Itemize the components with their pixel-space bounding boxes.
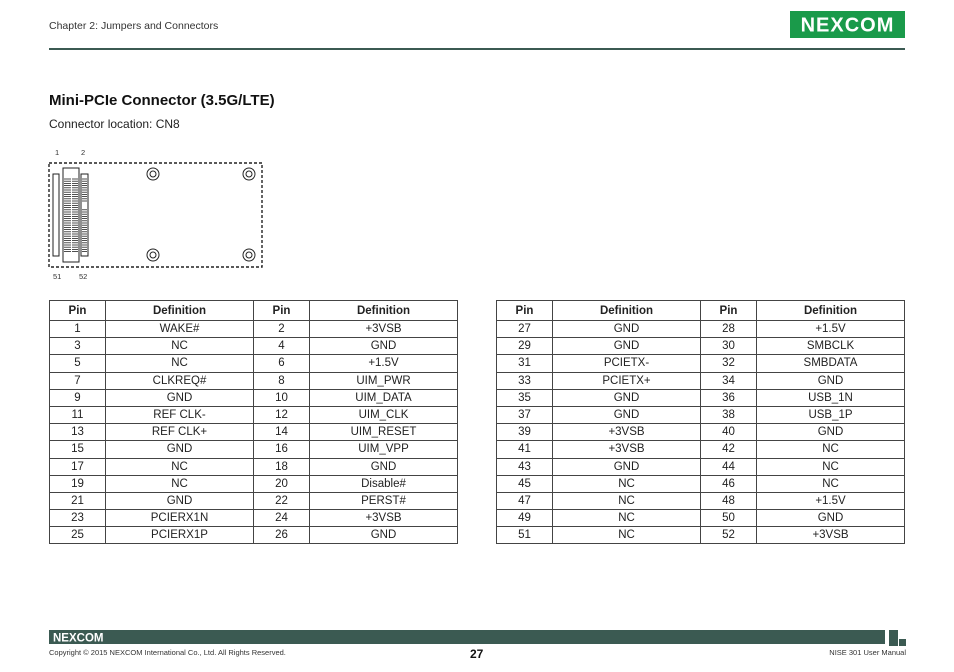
- pin-number-cell: 24: [254, 510, 310, 527]
- pin-number-cell: 13: [50, 424, 106, 441]
- pin-definition-cell: GND: [106, 389, 254, 406]
- pin-definition-cell: GND: [310, 458, 458, 475]
- pin-number-cell: 40: [701, 424, 757, 441]
- table-row: [50, 372, 458, 389]
- pin-number-cell: 37: [497, 406, 553, 423]
- connector-left-strip: [53, 174, 59, 256]
- table-row: [50, 424, 458, 441]
- pin-number-cell: 1: [50, 321, 106, 338]
- pin-label-52: 52: [79, 272, 88, 281]
- pin-definition-cell: +3VSB: [310, 321, 458, 338]
- pin-number-cell: 33: [497, 372, 553, 389]
- table-row: [50, 510, 458, 527]
- pin-number-cell: 48: [701, 492, 757, 509]
- pin-definition-cell: PERST#: [310, 492, 458, 509]
- page-number: 27: [470, 647, 484, 661]
- pin-number-cell: 18: [254, 458, 310, 475]
- pin-definition-cell: +3VSB: [757, 527, 905, 544]
- pin-definition-cell: +3VSB: [553, 441, 701, 458]
- pin-definition-cell: PCIERX1N: [106, 510, 254, 527]
- table-row: [497, 492, 905, 509]
- pin-definition-cell: PCIETX+: [553, 372, 701, 389]
- pin-definition-cell: GND: [553, 458, 701, 475]
- pin-definition-cell: NC: [757, 475, 905, 492]
- table-row: [50, 389, 458, 406]
- nexcom-logo: [790, 11, 905, 38]
- header-pin: Pin: [254, 301, 310, 321]
- pin-definition-cell: NC: [106, 475, 254, 492]
- pin-number-cell: 19: [50, 475, 106, 492]
- table-row: [50, 355, 458, 372]
- pin-definition-cell: NC: [553, 510, 701, 527]
- table-row: [50, 458, 458, 475]
- pin-number-cell: 8: [254, 372, 310, 389]
- pin-definition-cell: UIM_CLK: [310, 406, 458, 423]
- pin-number-cell: 10: [254, 389, 310, 406]
- pin-number-cell: 50: [701, 510, 757, 527]
- table-row: [497, 424, 905, 441]
- table-header-row: [50, 301, 458, 321]
- pin-number-cell: 28: [701, 321, 757, 338]
- table-row: [497, 527, 905, 544]
- pin-definition-cell: UIM_RESET: [310, 424, 458, 441]
- pin-definition-cell: GND: [106, 492, 254, 509]
- pin-number-cell: 29: [497, 338, 553, 355]
- pin-definition-cell: +1.5V: [310, 355, 458, 372]
- pin-number-cell: 2: [254, 321, 310, 338]
- header-rule: [49, 48, 905, 50]
- header-pin: Pin: [497, 301, 553, 321]
- table-row: [497, 441, 905, 458]
- pin-definition-cell: +1.5V: [757, 321, 905, 338]
- pin-number-cell: 5: [50, 355, 106, 372]
- pin-definition-cell: GND: [757, 372, 905, 389]
- pin-table-left: [49, 300, 458, 544]
- pin-number-cell: 35: [497, 389, 553, 406]
- mounting-hole-bottom-left: [147, 249, 159, 261]
- pin-definition-cell: NC: [106, 355, 254, 372]
- connector-diagram: [44, 146, 268, 284]
- pin-number-cell: 52: [701, 527, 757, 544]
- footer-nexcom-logo: [53, 631, 109, 643]
- pin-definition-cell: PCIETX-: [553, 355, 701, 372]
- pin-number-cell: 11: [50, 406, 106, 423]
- pin-definition-cell: NC: [553, 492, 701, 509]
- mounting-hole-top-right: [243, 168, 255, 180]
- header-definition: Definition: [757, 301, 905, 321]
- pin-definition-cell: CLKREQ#: [106, 372, 254, 389]
- connector-slot: [63, 168, 79, 262]
- pin-number-cell: 51: [497, 527, 553, 544]
- table-row: [497, 458, 905, 475]
- pin-definition-cell: SMBCLK: [757, 338, 905, 355]
- table-row: [50, 527, 458, 544]
- table-row: [497, 338, 905, 355]
- pin-number-cell: 23: [50, 510, 106, 527]
- pin-table-right: [496, 300, 905, 544]
- pin-number-cell: 17: [50, 458, 106, 475]
- pin-number-cell: 6: [254, 355, 310, 372]
- table-row: [497, 355, 905, 372]
- pin-number-cell: 21: [50, 492, 106, 509]
- pin-number-cell: 47: [497, 492, 553, 509]
- pin-label-51: 51: [53, 272, 62, 281]
- mounting-hole-top-left: [147, 168, 159, 180]
- pin-definition-cell: NC: [106, 338, 254, 355]
- pin-definition-cell: NC: [553, 475, 701, 492]
- pin-number-cell: 45: [497, 475, 553, 492]
- pin-number-cell: 34: [701, 372, 757, 389]
- pin-number-cell: 12: [254, 406, 310, 423]
- svg-text:NEXCOM: NEXCOM: [53, 632, 104, 643]
- footer-bar: [49, 630, 885, 644]
- pin-number-cell: 9: [50, 389, 106, 406]
- pin-number-cell: 46: [701, 475, 757, 492]
- pin-number-cell: 14: [254, 424, 310, 441]
- connector-right-strip: [81, 174, 88, 256]
- table-row: [497, 475, 905, 492]
- pin-definition-cell: +1.5V: [757, 492, 905, 509]
- pin-definition-cell: SMBDATA: [757, 355, 905, 372]
- pin-label-2: 2: [81, 148, 86, 157]
- pin-definition-cell: GND: [757, 424, 905, 441]
- pin-definition-cell: UIM_PWR: [310, 372, 458, 389]
- pin-number-cell: 27: [497, 321, 553, 338]
- pin-number-cell: 26: [254, 527, 310, 544]
- table-header-row: [497, 301, 905, 321]
- pin-number-cell: 4: [254, 338, 310, 355]
- pin-definition-cell: NC: [106, 458, 254, 475]
- pin-definition-cell: Disable#: [310, 475, 458, 492]
- pin-number-cell: 32: [701, 355, 757, 372]
- table-row: [50, 475, 458, 492]
- header-pin: Pin: [50, 301, 106, 321]
- svg-text:NEXCOM: NEXCOM: [800, 14, 895, 37]
- pin-label-1: 1: [55, 148, 60, 157]
- table-row: [497, 510, 905, 527]
- pin-number-cell: 16: [254, 441, 310, 458]
- pin-definition-cell: USB_1P: [757, 406, 905, 423]
- pin-definition-cell: GND: [757, 510, 905, 527]
- pin-definition-cell: NC: [757, 458, 905, 475]
- table-row: [497, 372, 905, 389]
- pin-number-cell: 15: [50, 441, 106, 458]
- header-definition: Definition: [310, 301, 458, 321]
- pin-number-cell: 49: [497, 510, 553, 527]
- section-title: Mini-PCIe Connector (3.5G/LTE): [49, 92, 275, 109]
- mounting-hole-bottom-right: [243, 249, 255, 261]
- pin-number-cell: 31: [497, 355, 553, 372]
- table-row: [497, 406, 905, 423]
- pin-definition-cell: +3VSB: [553, 424, 701, 441]
- pin-definition-cell: GND: [553, 406, 701, 423]
- pin-definition-cell: GND: [553, 321, 701, 338]
- pin-number-cell: 7: [50, 372, 106, 389]
- pin-definition-cell: REF CLK-: [106, 406, 254, 423]
- manual-name: NISE 301 User Manual: [829, 648, 906, 657]
- connector-location: Connector location: CN8: [49, 117, 180, 131]
- pin-number-cell: 38: [701, 406, 757, 423]
- pin-number-cell: 30: [701, 338, 757, 355]
- pin-definition-cell: UIM_VPP: [310, 441, 458, 458]
- pin-definition-cell: WAKE#: [106, 321, 254, 338]
- pin-number-cell: 44: [701, 458, 757, 475]
- pin-number-cell: 22: [254, 492, 310, 509]
- copyright-text: Copyright © 2015 NEXCOM International Co., Ltd. All Rights Reserved.: [49, 648, 286, 657]
- pin-number-cell: 43: [497, 458, 553, 475]
- pin-number-cell: 41: [497, 441, 553, 458]
- chapter-heading: Chapter 2: Jumpers and Connectors: [49, 20, 219, 32]
- pin-definition-cell: REF CLK+: [106, 424, 254, 441]
- table-row: [50, 338, 458, 355]
- pin-definition-cell: +3VSB: [310, 510, 458, 527]
- pin-definition-cell: NC: [553, 527, 701, 544]
- pin-definition-cell: GND: [106, 441, 254, 458]
- table-row: [497, 321, 905, 338]
- pin-number-cell: 42: [701, 441, 757, 458]
- pin-definition-cell: UIM_DATA: [310, 389, 458, 406]
- pin-definition-cell: GND: [553, 338, 701, 355]
- header-pin: Pin: [701, 301, 757, 321]
- table-row: [50, 321, 458, 338]
- table-row: [50, 441, 458, 458]
- table-row: [50, 406, 458, 423]
- table-row: [497, 389, 905, 406]
- pin-number-cell: 3: [50, 338, 106, 355]
- pin-number-cell: 20: [254, 475, 310, 492]
- pin-definition-cell: GND: [310, 338, 458, 355]
- pin-definition-cell: NC: [757, 441, 905, 458]
- pin-definition-cell: PCIERX1P: [106, 527, 254, 544]
- footer-squares-icon: [889, 630, 906, 646]
- header-definition: Definition: [106, 301, 254, 321]
- pin-definition-cell: GND: [310, 527, 458, 544]
- pin-number-cell: 36: [701, 389, 757, 406]
- header-definition: Definition: [553, 301, 701, 321]
- pin-definition-cell: USB_1N: [757, 389, 905, 406]
- pin-definition-cell: GND: [553, 389, 701, 406]
- pin-number-cell: 25: [50, 527, 106, 544]
- pin-number-cell: 39: [497, 424, 553, 441]
- table-row: [50, 492, 458, 509]
